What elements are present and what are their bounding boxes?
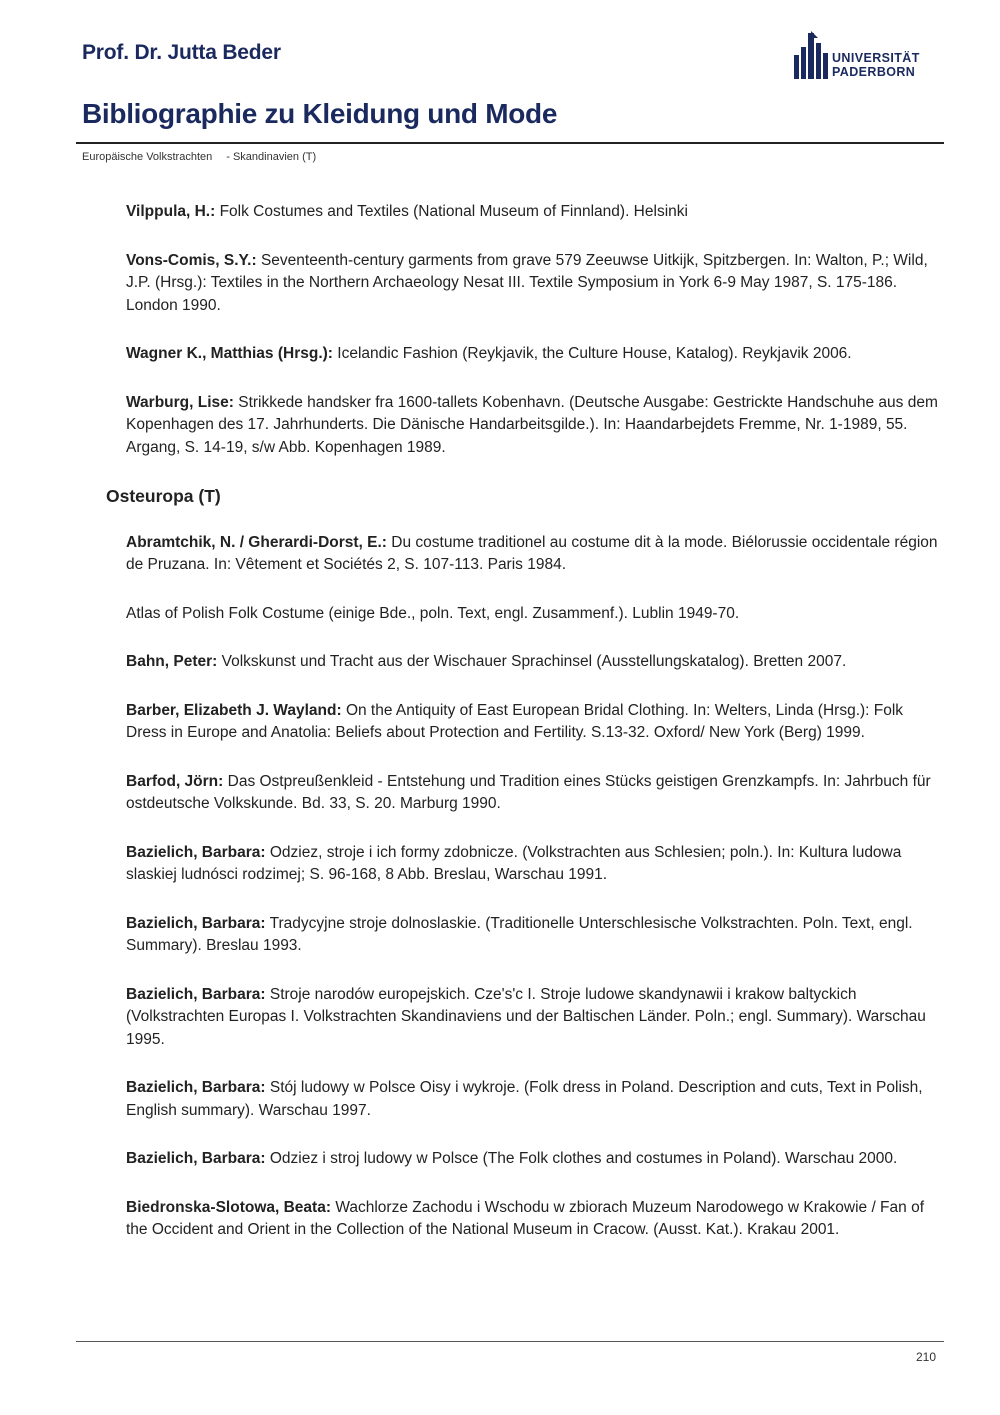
breadcrumb-part-1: Europäische Volkstrachten xyxy=(82,151,213,163)
page-author: Prof. Dr. Jutta Beder xyxy=(82,41,281,64)
entry-text: Stroje narodów europejskich. Cze's'c I. Stroje ludowe skandynawii i krakow baltyckich (Volkstrachten Europas I. Volkstrachten Skandinaviens und der Baltischen Länder. Poln.; engl. Summary). Warschau 1995. xyxy=(126,985,926,1048)
bibliography-entry xyxy=(126,842,938,887)
entry-text: Odziez, stroje i ich formy zdobnicze. (Volkstrachten aus Schlesien; poln.). In: Kultura ludowa slaskiej ludnósci rodzimej; S. 96-168, 8 Abb. Breslau, Warschau 1991. xyxy=(126,843,902,883)
bibliography-entry xyxy=(126,771,938,816)
entry-text: Seventeenth-century garments from grave 579 Zeeuwse Uitkijk, Spitzbergen. In: Walton, P.; Wild, J.P. (Hrsg.): Textiles in the Northern Archaeology Nesat III. Textile Symposium in York 6-9 May 1987, S. 175-186. London 1990. xyxy=(126,251,928,314)
entry-text: Das Ostpreußenkleid - Entstehung und Tradition eines Stücks geistigen Grenzkampfs. In: Jahrbuch für ostdeutsche Volkskunde. Bd. 33, S. 20. Marburg 1990. xyxy=(126,772,931,812)
entry-author: Vilppula, H.: xyxy=(126,203,216,220)
university-paderborn-logo-icon xyxy=(794,31,830,81)
bibliography-entry xyxy=(126,651,938,674)
bibliography-entry xyxy=(126,1197,938,1242)
entry-author: Barfod, Jörn: xyxy=(126,772,224,790)
bibliography-entry xyxy=(126,700,938,745)
entry-text: Icelandic Fashion (Reykjavik, the Culture House, Katalog). Reykjavik 2006. xyxy=(337,345,852,362)
entry-author: Bazielich, Barbara: xyxy=(126,1079,266,1096)
breadcrumb-part-2: - Skandinavien (T) xyxy=(226,151,317,163)
entry-author: Warburg, Lise: xyxy=(126,393,234,411)
entry-author: Bazielich, Barbara: xyxy=(126,843,266,861)
bibliography-content xyxy=(106,201,938,1268)
bibliography-entry xyxy=(126,201,938,224)
entry-author: Vons-Comis, S.Y.: xyxy=(126,251,257,269)
entry-text: Stój ludowy w Polsce Oisy i wykroje. (Folk dress in Poland. Description and cuts, Text in Polish, English summary). Warschau 1997. xyxy=(126,1079,923,1119)
logo-line-1: UNIVERSITÄT xyxy=(832,51,920,65)
university-logo xyxy=(794,31,944,83)
entry-text: Du costume traditionel au costume dit à la mode. Biélorussie occidentale région de Pruzana. In: Vêtement et Sociétés 2, S. 107-113. Paris 1984. xyxy=(126,533,938,573)
bibliography-entry xyxy=(126,392,938,460)
bottom-divider xyxy=(76,1341,944,1342)
entry-author: Bazielich, Barbara: xyxy=(126,914,266,932)
bibliography-entry xyxy=(126,1077,938,1122)
logo-line-2: PADERBORN xyxy=(832,65,916,79)
bibliography-entry xyxy=(126,343,938,366)
bibliography-entry xyxy=(126,250,938,318)
entry-text: Folk Costumes and Textiles (National Museum of Finnland). Helsinki xyxy=(219,203,688,220)
entry-text: Odziez i stroj ludowy w Polsce (The Folk clothes and costumes in Poland). Warschau 2000. xyxy=(269,1150,898,1167)
breadcrumb xyxy=(82,151,316,163)
entry-author: Biedronska-Slotowa, Beata: xyxy=(126,1198,331,1216)
top-divider xyxy=(76,142,944,144)
page-number: 210 xyxy=(915,1350,936,1364)
entry-text: Tradycyjne stroje dolnoslaskie. (Traditionelle Unterschlesische Volkstrachten. Poln. Text, engl. Summary). Breslau 1993. xyxy=(126,914,913,954)
entry-author: Barber, Elizabeth J. Wayland: xyxy=(126,701,342,719)
entry-text: Atlas of Polish Folk Costume (einige Bde., poln. Text, engl. Zusammenf.). Lublin 1949-70. xyxy=(126,604,740,622)
entry-author: Wagner K., Matthias (Hrsg.): xyxy=(126,345,333,362)
page-title: Bibliographie zu Kleidung und Mode xyxy=(82,98,558,129)
section-heading: Osteuropa (T) xyxy=(106,486,221,506)
entry-author: Bazielich, Barbara: xyxy=(126,985,266,1003)
entry-author: Bazielich, Barbara: xyxy=(126,1150,266,1167)
entry-author: Abramtchik, N. / Gherardi-Dorst, E.: xyxy=(126,533,387,551)
logo-text xyxy=(832,51,920,79)
bibliography-entry xyxy=(126,1148,938,1171)
bibliography-entry xyxy=(126,603,938,626)
entry-author: Bahn, Peter: xyxy=(126,653,218,670)
bibliography-entry xyxy=(126,913,938,958)
entry-text: Volkskunst und Tracht aus der Wischauer Sprachinsel (Ausstellungskatalog). Bretten 2007. xyxy=(221,653,847,670)
entry-text: Strikkede handsker fra 1600-tallets Kobenhavn. (Deutsche Ausgabe: Gestrickte Handschuhe aus dem Kopenhagen des 17. Jahrhunderts. Die Dänische Handarbeitsgilde.). In: Haandarbejdets Fremme, Nr. 1-1989, 55. Argang, S. 14-19, s/w Abb. Kopenhagen 1989. xyxy=(126,393,938,456)
bibliography-entry xyxy=(126,532,938,577)
bibliography-entry xyxy=(126,984,938,1052)
entry-text: Wachlorze Zachodu i Wschodu w zbiorach Muzeum Narodowego w Krakowie / Fan of the Occident and Orient in the Collection of the National Museum in Cracow. (Ausst. Kat.). Krakau 2001. xyxy=(126,1198,924,1238)
entry-text: On the Antiquity of East European Bridal Clothing. In: Welters, Linda (Hrsg.): Folk Dress in Europe and Anatolia: Beliefs about Protection and Fertility. S.13-32. Oxford/ New York (Berg) 1999. xyxy=(126,701,904,741)
